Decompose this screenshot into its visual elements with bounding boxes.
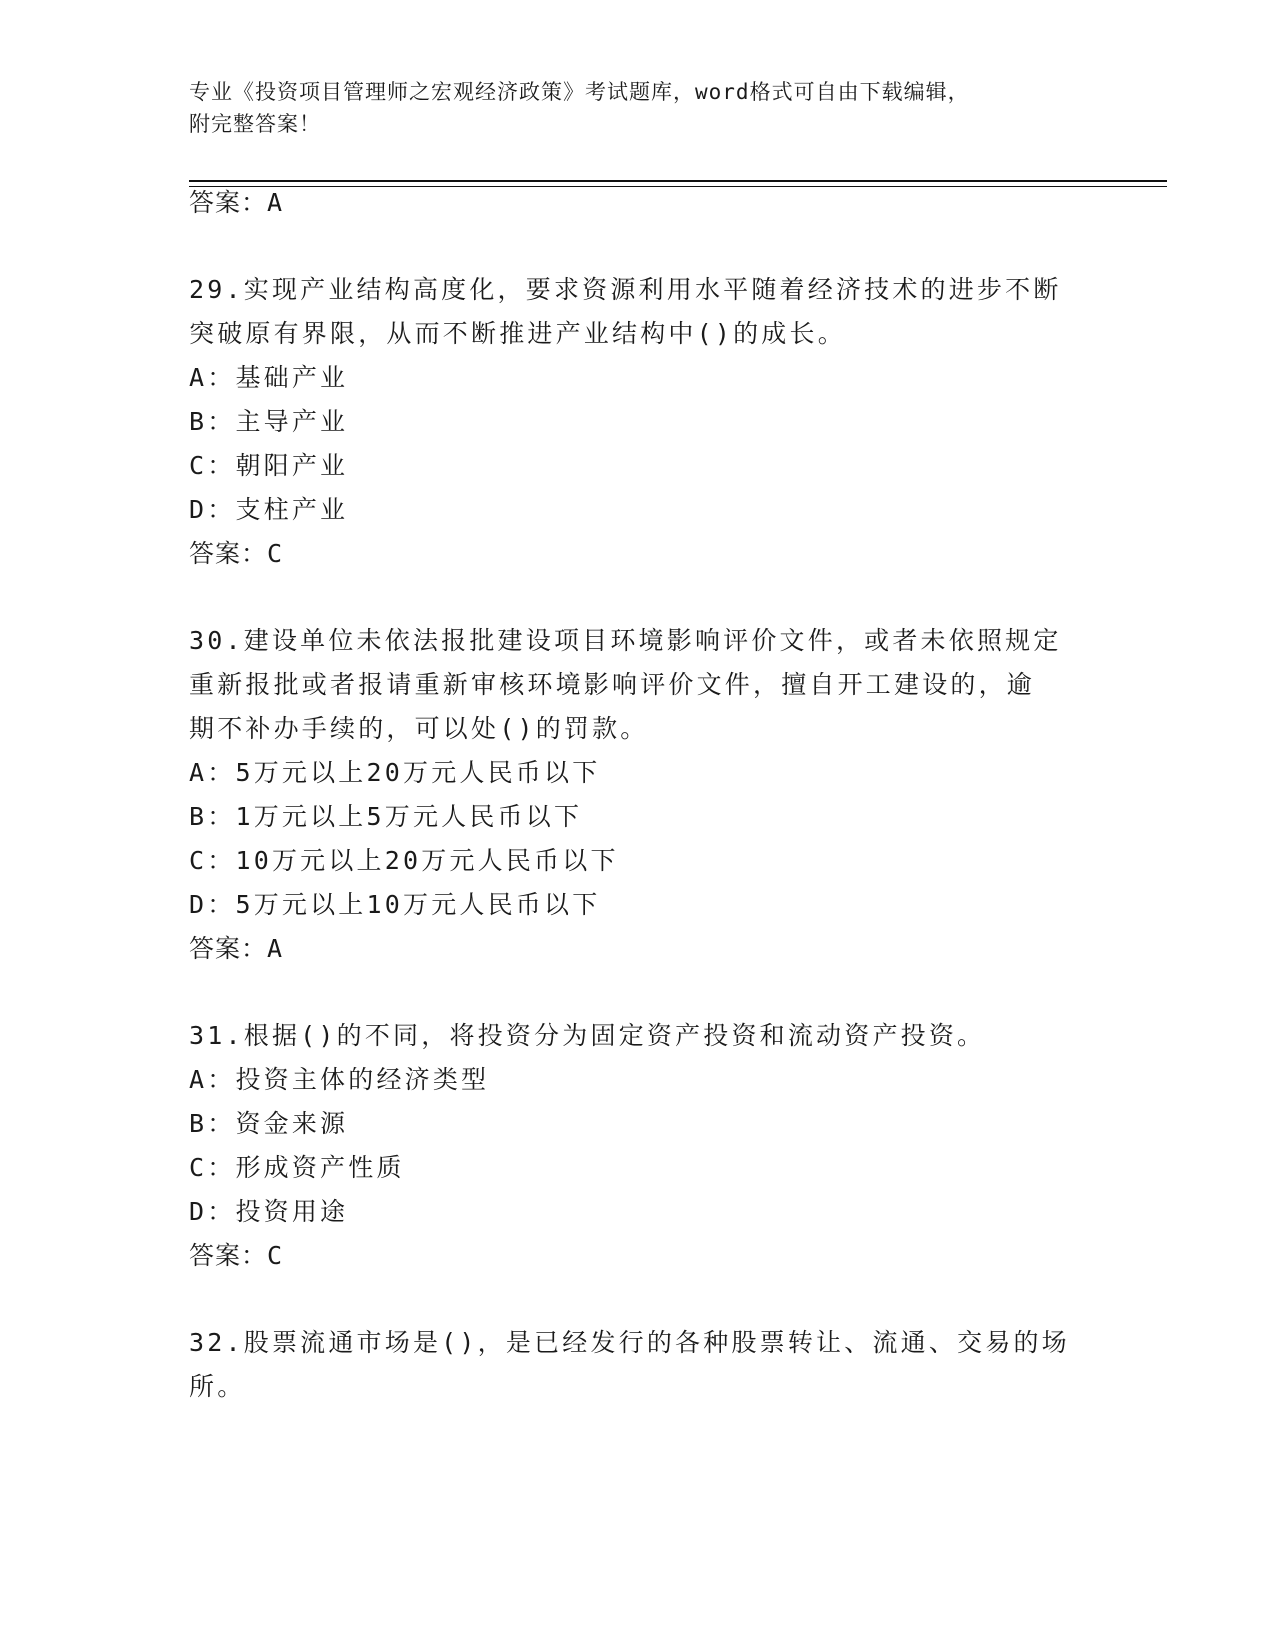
header-rule-thick (189, 180, 1167, 182)
question-31-option-c: C：形成资产性质 (189, 1153, 405, 1182)
document-header (189, 76, 1069, 140)
question-32-line-1: 32.股票流通市场是()，是已经发行的各种股票转让、流通、交易的场 (189, 1328, 1070, 1357)
question-32-line-2: 所。 (189, 1372, 246, 1401)
question-29-option-b: B：主导产业 (189, 407, 349, 436)
previous-answer: 答案：A (189, 188, 284, 217)
question-31-answer: 答案：C (189, 1241, 284, 1270)
header-rule-thin (189, 186, 1167, 187)
question-29-answer: 答案：C (189, 539, 284, 568)
question-30-option-d: D：5万元以上10万元人民币以下 (189, 890, 601, 919)
question-29-line-2: 突破原有界限，从而不断推进产业结构中()的成长。 (189, 319, 846, 348)
question-30-option-b: B：1万元以上5万元人民币以下 (189, 802, 583, 831)
question-30-line-1: 30.建设单位未依法报批建设项目环境影响评价文件，或者未依照规定 (189, 626, 1062, 655)
question-30-line-2: 重新报批或者报请重新审核环境影响评价文件，擅自开工建设的，逾 (189, 670, 1036, 699)
question-30-option-a: A：5万元以上20万元人民币以下 (189, 758, 601, 787)
header-line-1: 专业《投资项目管理师之宏观经济政策》考试题库，word格式可自由下载编辑， (189, 80, 970, 104)
question-30-line-3: 期不补办手续的，可以处()的罚款。 (189, 714, 649, 743)
question-30-answer: 答案：A (189, 934, 284, 963)
question-31-option-a: A：投资主体的经济类型 (189, 1065, 490, 1094)
header-line-2: 附完整答案！ (189, 112, 321, 136)
question-30-option-c: C：10万元以上20万元人民币以下 (189, 846, 619, 875)
question-29-option-c: C：朝阳产业 (189, 451, 349, 480)
question-31-option-b: B：资金来源 (189, 1109, 349, 1138)
question-31-line-1: 31.根据()的不同，将投资分为固定资产投资和流动资产投资。 (189, 1021, 986, 1050)
question-31-option-d: D：投资用途 (189, 1197, 349, 1226)
question-29-option-a: A：基础产业 (189, 363, 349, 392)
question-29-option-d: D：支柱产业 (189, 495, 349, 524)
question-29-line-1: 29.实现产业结构高度化，要求资源利用水平随着经济技术的进步不断 (189, 275, 1062, 304)
